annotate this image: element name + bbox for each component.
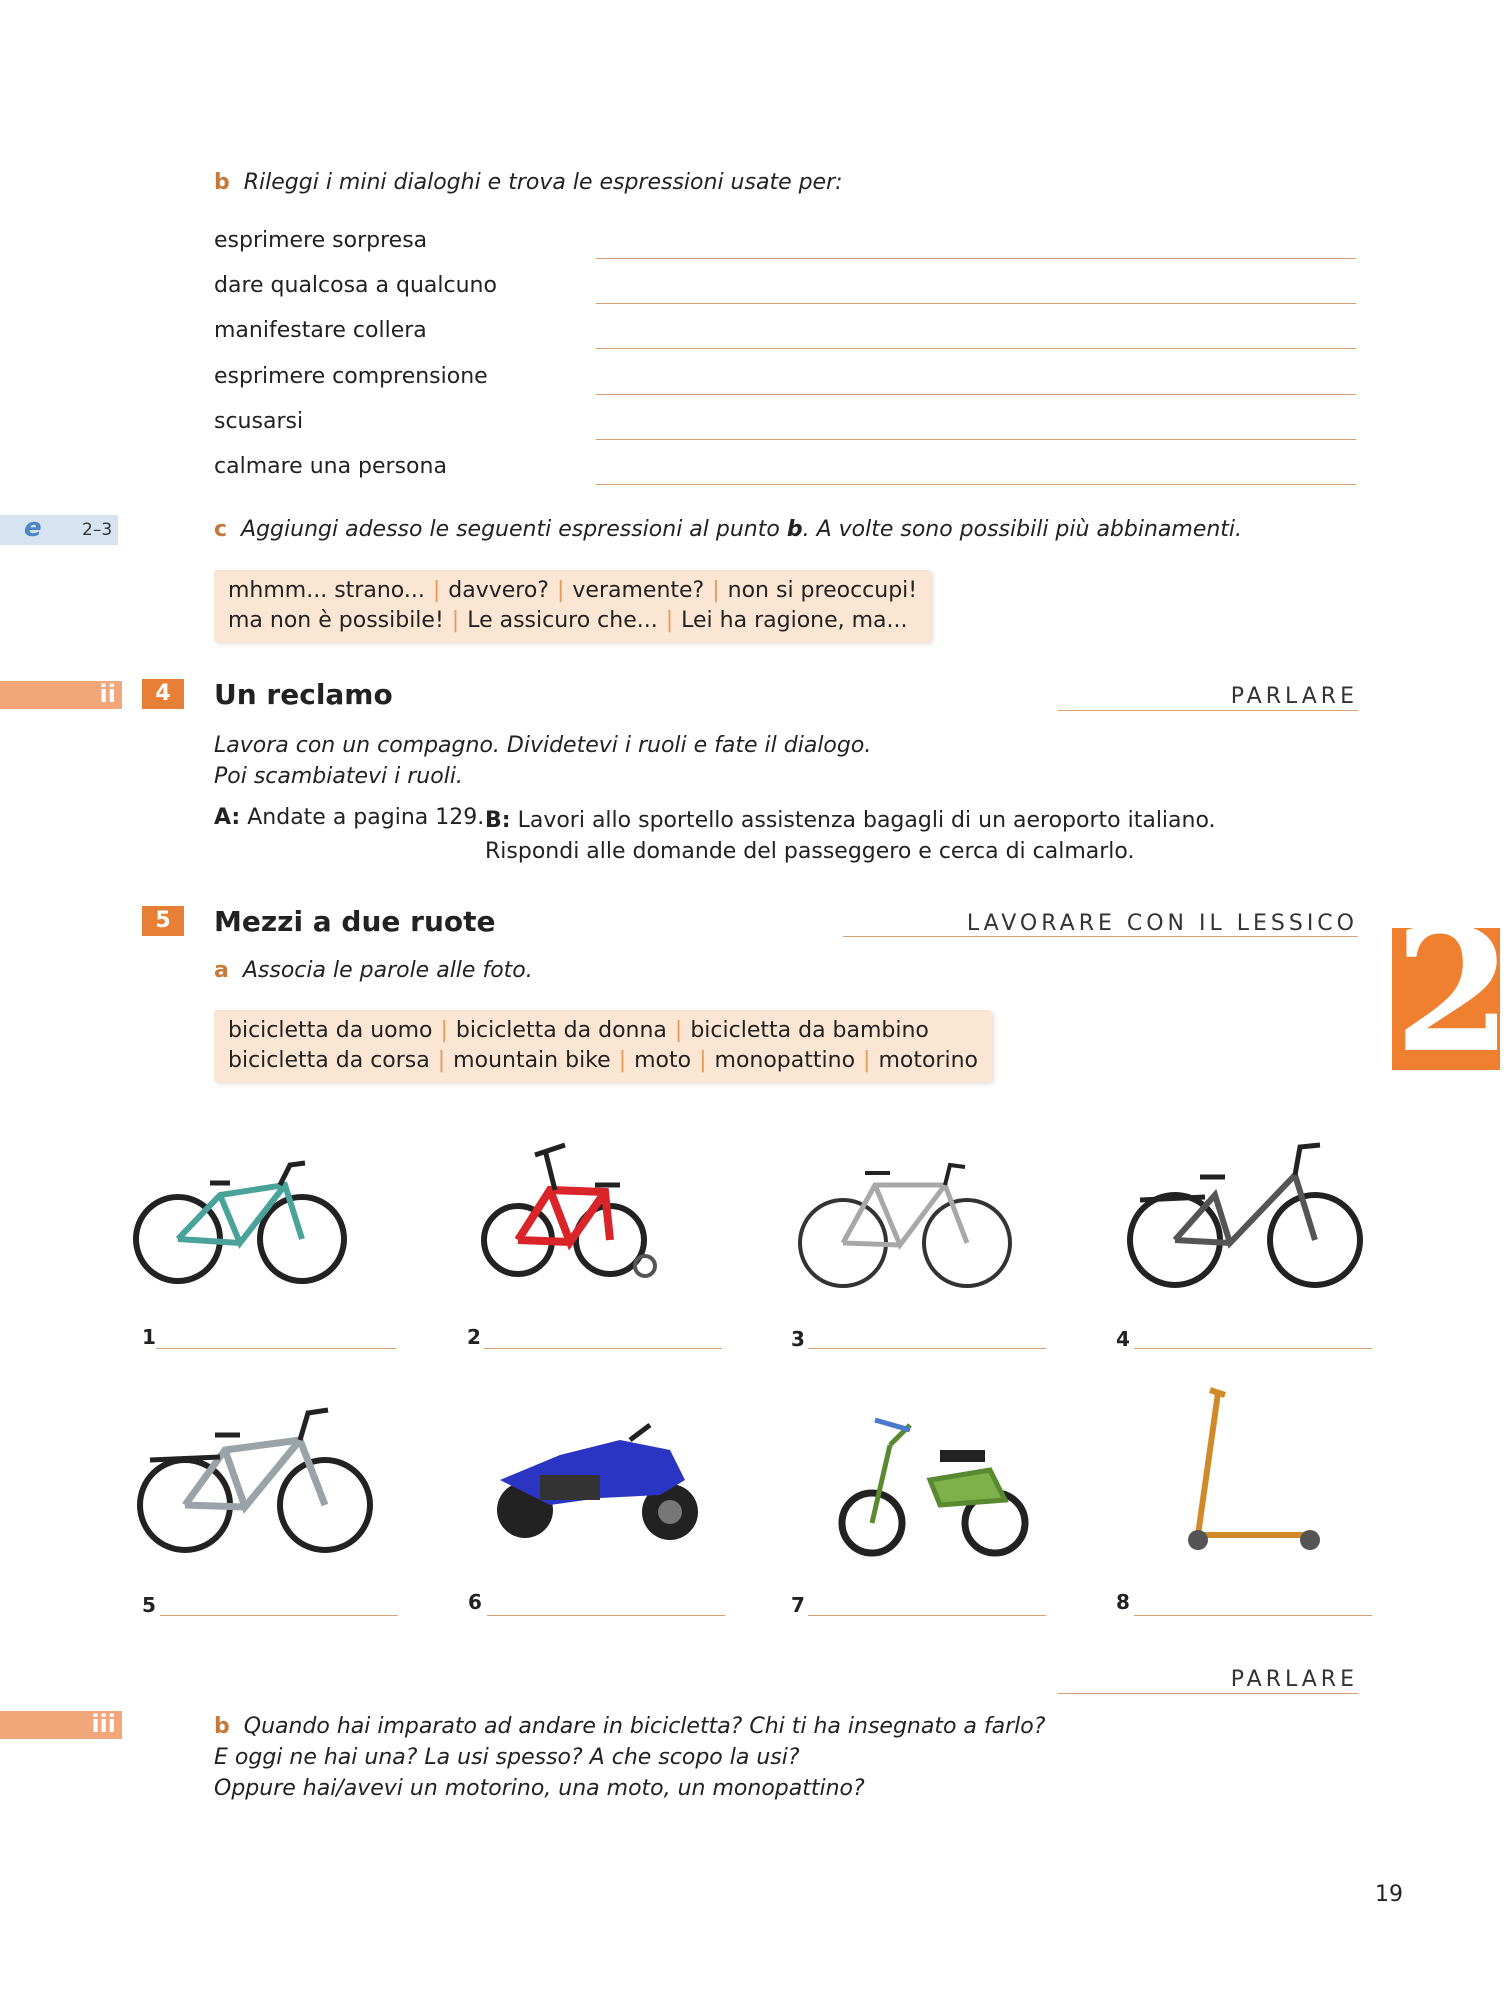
photo-answer-line-7[interactable] [808,1615,1046,1616]
ex3b-item-label: esprimere comprensione [214,364,488,389]
skill-label: PARLARE [1230,1667,1358,1692]
answer-line-6[interactable] [596,484,1356,485]
role-a-text: Andate a pagina 129. [247,805,485,830]
ex5a-letter: a [214,958,229,983]
moped-photo [830,1405,1040,1560]
ex3c-instruction-bold: b [786,517,803,542]
ex4-instruction-line: Lavora con un compagno. Dividetevi i ruoli e fate il dialogo. [214,733,872,758]
exercise-book-icon: e [24,513,42,543]
photo-number: 3 [791,1327,805,1351]
exercise-book-pages: 2–3 [82,520,113,540]
word-chip: bicicletta da donna [455,1018,667,1043]
ex3c-word-row-2: ma non è possibile! | Le assicuro che... | Lei ha ragione, ma... [228,608,908,633]
photo-number: 6 [468,1590,482,1614]
answer-line-1[interactable] [596,258,1356,259]
ex3c-instruction-pre: Aggiungi adesso le seguenti espressioni al punto [241,517,787,542]
exercise-book-reference [0,515,118,545]
word-chip: monopattino [714,1048,856,1073]
exercise-number-5: 5 [142,906,184,936]
word-chip: davvero? [448,578,549,603]
photo-answer-line-1[interactable] [156,1348,396,1349]
answer-line-5[interactable] [596,439,1356,440]
ex3c-word-box [214,570,931,642]
mountain-bike-photo [130,1135,350,1295]
exercise-title: Un reclamo [214,678,393,711]
exercise-title: Mezzi a due ruote [214,905,496,938]
group-work-icon: iii [91,1710,116,1738]
pair-work-icon: ii [99,680,116,708]
skill-underline [1058,1693,1358,1694]
ex5-word-row-1: bicicletta da uomo | bicicletta da donna | bicicletta da bambino [228,1018,929,1043]
answer-line-2[interactable] [596,303,1356,304]
word-chip: motorino [878,1048,978,1073]
ex5b-letter: b [214,1714,230,1739]
role-b [485,805,1216,867]
ex3b-item-label: dare qualcosa a qualcuno [214,273,497,298]
womens-bike-photo [1120,1125,1370,1300]
photo-number: 2 [467,1325,481,1349]
word-chip: bicicletta da uomo [228,1018,433,1043]
word-chip: bicicletta da bambino [690,1018,929,1043]
ex5b-question [214,1711,1045,1804]
ex3c-instruction-post: . A volte sono possibili più abbinamenti. [802,517,1243,542]
word-chip: bicicletta da corsa [228,1048,430,1073]
word-chip: Le assicuro che... [467,608,658,633]
ex3b-letter: b [214,170,230,195]
photo-answer-line-4[interactable] [1134,1348,1372,1349]
kids-bike-photo [470,1130,670,1300]
ex3b-item-label: scusarsi [214,409,304,434]
photo-answer-line-3[interactable] [808,1348,1046,1349]
unit-tab [1392,891,1512,1091]
photo-number: 7 [791,1593,805,1617]
skill-label: LAVORARE CON IL LESSICO [966,911,1358,936]
ex5a-instruction [214,958,533,983]
ex3c-word-row-1: mhmm... strano... | davvero? | veramente? | non si preoccupi! [228,578,918,603]
skill-label: PARLARE [1230,684,1358,709]
racing-bike-photo [795,1145,1015,1295]
ex3b-instruction-text: Rileggi i mini dialoghi e trova le espressioni usate per: [243,170,843,195]
skill-underline [1058,710,1358,711]
mens-bike-photo [130,1395,380,1560]
photo-answer-line-5[interactable] [160,1615,398,1616]
answer-line-3[interactable] [596,348,1356,349]
role-b-text: Lavori allo sportello assistenza bagagli di un aeroporto italiano. [517,808,1216,833]
ex3b-item-label: calmare una persona [214,454,447,479]
ex3b-item-label: manifestare collera [214,318,427,343]
answer-line-4[interactable] [596,394,1356,395]
role-a [214,805,484,830]
word-chip: mountain bike [453,1048,611,1073]
ex5b-line: Oppure hai/avevi un motorino, una moto, un monopattino? [214,1776,865,1801]
unit-number: 2 [1394,891,1512,1091]
motorcycle-photo [480,1420,710,1550]
word-chip: Lei ha ragione, ma... [681,608,908,633]
ex5-word-row-2: bicicletta da corsa | mountain bike | moto | monopattino | motorino [228,1048,978,1073]
group-work-band [0,1711,122,1739]
ex3b-instruction [214,170,843,195]
word-chip: veramente? [572,578,705,603]
pair-work-band [0,681,122,709]
scooter-photo [1170,1385,1330,1560]
word-chip: moto [634,1048,692,1073]
ex3c-instruction [214,517,1242,542]
photo-answer-line-6[interactable] [487,1615,725,1616]
ex5b-line: Quando hai imparato ad andare in bicicletta? Chi ti ha insegnato a farlo? [243,1714,1046,1739]
ex4-instruction [214,730,871,792]
page-number: 19 [1375,1882,1403,1907]
ex3c-letter: c [214,517,228,542]
ex5a-instruction-text: Associa le parole alle foto. [242,958,533,983]
exercise-number-4: 4 [142,679,184,709]
ex5-word-box [214,1010,992,1082]
skill-underline [843,936,1358,937]
photo-number: 4 [1116,1327,1130,1351]
ex5b-line: E oggi ne hai una? La usi spesso? A che scopo la usi? [214,1745,800,1770]
photo-answer-line-8[interactable] [1134,1615,1372,1616]
photo-number: 5 [142,1593,156,1617]
word-chip: ma non è possibile! [228,608,444,633]
role-b-label: B: [485,808,511,833]
role-b-text: Rispondi alle domande del passeggero e cerca di calmarlo. [485,839,1135,864]
ex3b-item-label: esprimere sorpresa [214,228,428,253]
photo-number: 1 [142,1325,156,1349]
word-chip: non si preoccupi! [727,578,918,603]
ex4-instruction-line: Poi scambiatevi i ruoli. [214,764,463,789]
role-a-label: A: [214,805,241,830]
word-chip: mhmm... strano... [228,578,425,603]
photo-number: 8 [1116,1590,1130,1614]
photo-answer-line-2[interactable] [484,1348,722,1349]
